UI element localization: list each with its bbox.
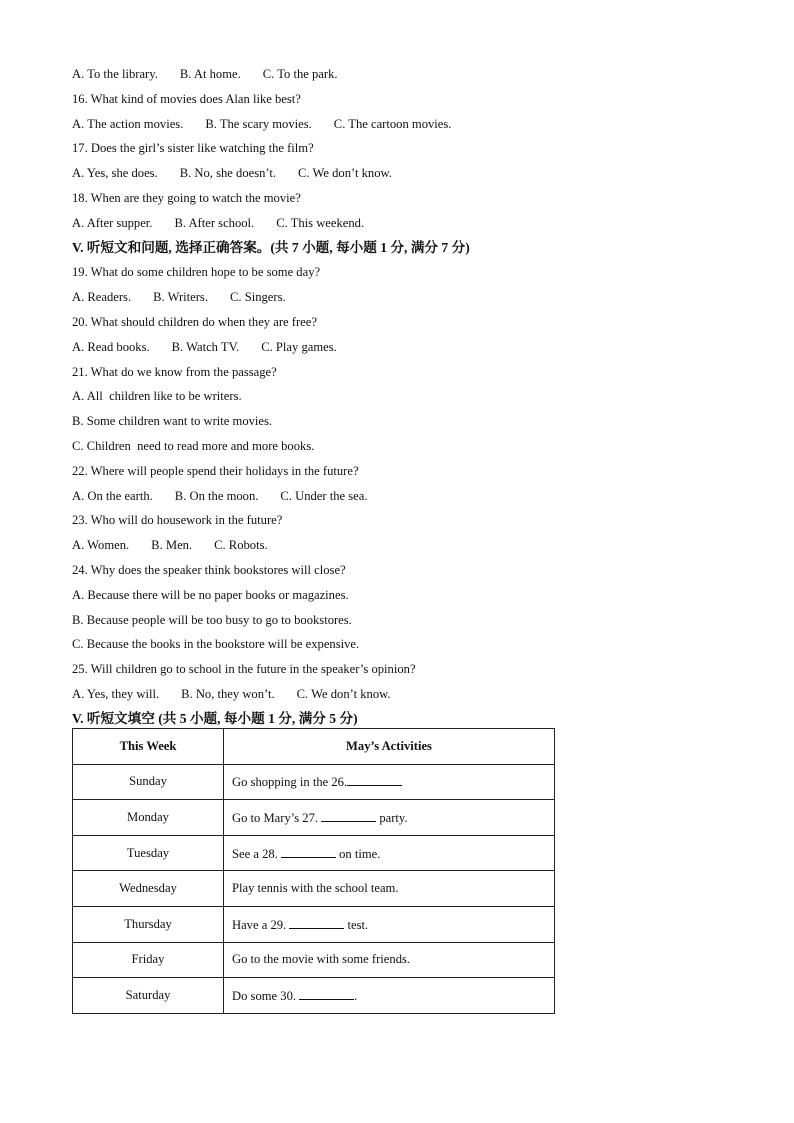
question-text: B. Some children want to write movies.	[72, 414, 273, 429]
answer-option: A. To the library.	[72, 67, 158, 81]
activity-text-after: test.	[344, 917, 369, 932]
question-text: B. Because people will be too busy to go to bookstores.	[72, 612, 352, 627]
answer-option: C. Play games.	[261, 339, 337, 354]
day-cell: Sunday	[73, 764, 224, 800]
section-heading: V. 听短文和问题, 选择正确答案。(共 7 小题, 每小题 1 分, 满分 7 分)	[72, 239, 470, 255]
answer-option: B. At home.	[179, 67, 241, 81]
answer-option: A. On the earth.	[72, 488, 153, 503]
question-text: 25. Will children go to school in the future in the speaker’s opinion?	[72, 662, 416, 677]
question-text: 16. What kind of movies does Alan like best?	[72, 91, 301, 106]
answer-option: A. The action movies.	[72, 116, 184, 131]
activity-text-after: party.	[376, 810, 408, 825]
activity-text: Play tennis with the school team.	[232, 881, 399, 896]
options-line	[72, 682, 732, 707]
question-text: C. Children need to read more and more books.	[72, 438, 315, 453]
answer-option: B. Writers.	[153, 290, 208, 305]
options-line	[72, 161, 732, 186]
answer-option: C. Robots.	[214, 538, 268, 553]
day-cell: Saturday	[73, 978, 224, 1014]
options-line	[72, 335, 732, 360]
options-line	[72, 211, 732, 236]
activity-text-after: on time.	[335, 846, 381, 861]
activities-table	[72, 728, 555, 1014]
answer-option: A. Yes, she does.	[72, 166, 158, 181]
table-row	[73, 906, 555, 942]
question-text: 20. What should children do when they are free?	[72, 314, 317, 329]
question-text: C. Because the books in the bookstore will be expensive.	[72, 637, 360, 652]
options-line	[72, 484, 732, 509]
activity-text: Go shopping in the 26.	[232, 775, 348, 790]
answer-option: B. Watch TV.	[171, 339, 240, 354]
answer-option: A. After supper.	[72, 215, 153, 230]
answer-option: B. Men.	[151, 538, 193, 553]
day-cell: Thursday	[73, 906, 224, 942]
activity-cell	[224, 978, 555, 1014]
activity-cell	[224, 764, 555, 800]
table-row	[73, 835, 555, 871]
activity-text: Go to Mary’s 27.	[232, 810, 322, 825]
options-line	[72, 112, 732, 137]
answer-option: B. No, they won’t.	[181, 686, 275, 701]
question-list	[72, 62, 732, 732]
answer-option: B. No, she doesn’t.	[179, 166, 277, 181]
activity-text: Have a 29.	[232, 917, 290, 932]
fill-in-blank[interactable]	[281, 845, 336, 858]
question-text: 17. Does the girl’s sister like watching the film?	[72, 141, 314, 156]
activity-cell	[224, 871, 555, 907]
answer-option: C. We don’t know.	[298, 166, 392, 181]
answer-option: A. Read books.	[72, 339, 150, 354]
question-text: 22. Where will people spend their holidays in the future?	[72, 463, 359, 478]
header-mays-activities: May’s Activities	[224, 729, 555, 765]
answer-option: B. On the moon.	[174, 488, 259, 503]
activity-cell	[224, 800, 555, 836]
table-row	[73, 800, 555, 836]
activity-cell	[224, 906, 555, 942]
answer-option: C. We don’t know.	[296, 686, 391, 701]
question-text: 24. Why does the speaker think bookstores will close?	[72, 562, 346, 577]
activity-text: Do some 30.	[232, 988, 300, 1003]
answer-option: A. Yes, they will.	[72, 686, 160, 701]
fill-in-blank[interactable]	[347, 773, 402, 786]
table-row	[73, 764, 555, 800]
table-row	[73, 871, 555, 907]
question-text: A. Because there will be no paper books or magazines.	[72, 587, 349, 602]
question-text: 18. When are they going to watch the movie?	[72, 190, 301, 205]
activity-text: Go to the movie with some friends.	[232, 952, 411, 967]
day-cell: Tuesday	[73, 835, 224, 871]
activity-text: See a 28.	[232, 846, 281, 861]
question-text: 19. What do some children hope to be some day?	[72, 265, 321, 280]
answer-option: C. This weekend.	[276, 215, 365, 230]
table-header-row	[73, 729, 555, 765]
fill-in-blank[interactable]	[321, 809, 376, 822]
options-line	[72, 285, 732, 310]
options-line	[72, 62, 732, 87]
activity-cell	[224, 942, 555, 978]
answer-option: B. The scary movies.	[205, 116, 312, 131]
options-line	[72, 533, 732, 558]
table-row	[73, 942, 555, 978]
answer-option: C. The cartoon movies.	[333, 116, 452, 131]
answer-option: C. Under the sea.	[280, 488, 368, 503]
fill-in-blank[interactable]	[289, 916, 344, 929]
day-cell: Friday	[73, 942, 224, 978]
day-cell: Wednesday	[73, 871, 224, 907]
answer-option: A. Women.	[72, 538, 130, 553]
section-heading: V. 听短文填空 (共 5 小题, 每小题 1 分, 满分 5 分)	[72, 710, 358, 726]
activity-cell	[224, 835, 555, 871]
fill-in-blank[interactable]	[299, 987, 354, 1000]
answer-option: B. After school.	[174, 215, 255, 230]
question-text: A. All children like to be writers.	[72, 389, 242, 404]
question-text: 23. Who will do housework in the future?	[72, 513, 283, 528]
table-row	[73, 978, 555, 1014]
answer-option: A. Readers.	[72, 290, 132, 305]
header-this-week: This Week	[73, 729, 224, 765]
day-cell: Monday	[73, 800, 224, 836]
answer-option: C. To the park.	[262, 67, 338, 81]
activity-text-after: .	[354, 988, 358, 1003]
question-text: 21. What do we know from the passage?	[72, 364, 277, 379]
answer-option: C. Singers.	[230, 290, 286, 305]
